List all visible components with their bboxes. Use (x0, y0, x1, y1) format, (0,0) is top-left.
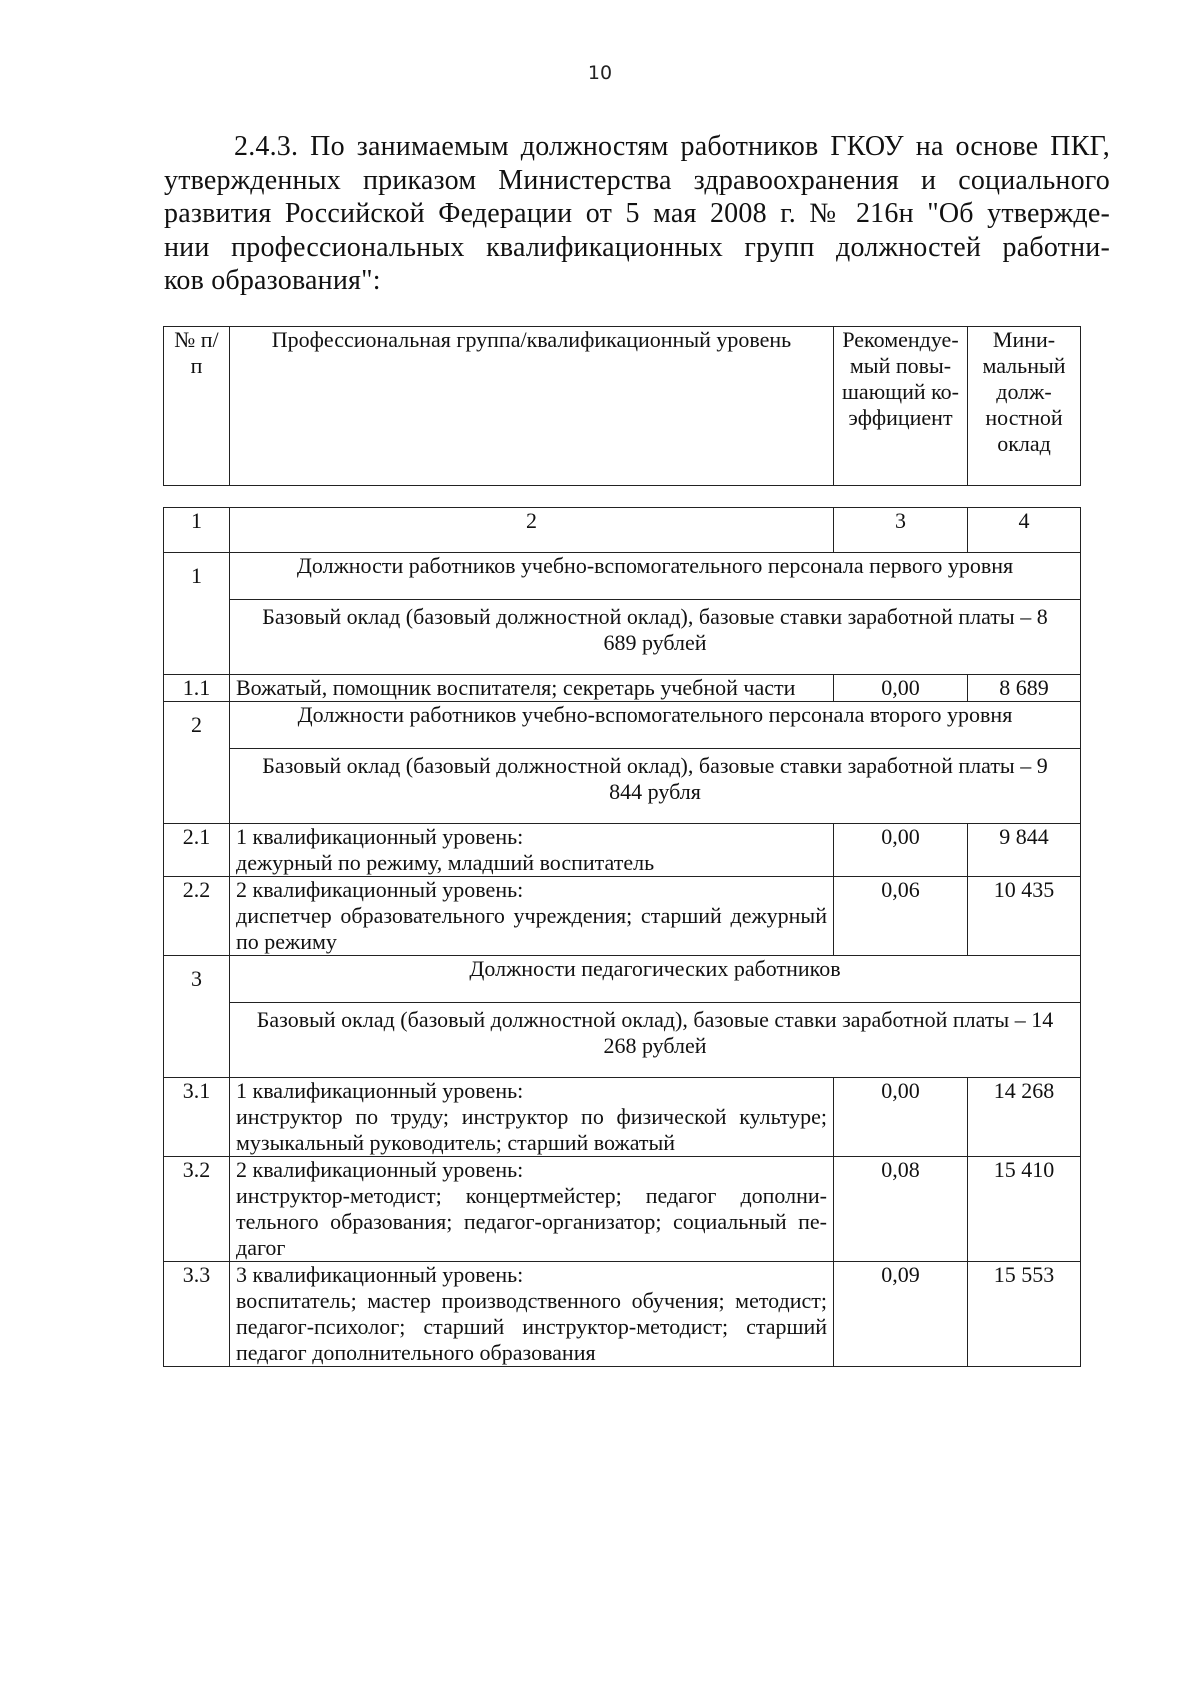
qualification-level: 3 квалификационный уровень: (236, 1262, 524, 1287)
intro-line: 2.4.3. По занимаемым должностям работников ГКОУ на основе ПКГ, (234, 131, 1110, 162)
item-number: 3.3 (164, 1262, 230, 1367)
item-coefficient: 0,00 (834, 1078, 968, 1157)
item-salary: 8 689 (968, 675, 1081, 702)
item-coefficient: 0,06 (834, 877, 968, 956)
page-number: 10 (587, 62, 613, 84)
group-title: Должности работников учебно-вспомогательного персонала первого уровня (230, 553, 1081, 600)
group-number: 1 (164, 553, 230, 675)
header-name: Профессиональная группа/квалификационный уровень (230, 327, 834, 486)
group-number: 2 (164, 702, 230, 824)
position-list: Вожатый, помощник воспитателя; секретарь учебной части (236, 675, 796, 700)
column-numbers-row (164, 508, 1081, 553)
item-description (230, 1262, 834, 1367)
position-list: инструктор по труду; инструктор по физической культуре; музыкальный руководитель; старший вожатый (236, 1104, 827, 1155)
item-salary: 10 435 (968, 877, 1081, 956)
item-description (230, 1078, 834, 1157)
item-description (230, 824, 834, 877)
group-title: Должности работников учебно-вспомогательного персонала второго уровня (230, 702, 1081, 749)
table-row (164, 877, 1081, 956)
position-list: диспетчер образовательного учреждения; старший дежурный по режиму (236, 903, 827, 954)
intro-line: ков образования": (164, 265, 381, 296)
item-number: 3.2 (164, 1157, 230, 1262)
item-number: 2.1 (164, 824, 230, 877)
item-description (230, 1157, 834, 1262)
header-num: № п/п (164, 327, 230, 486)
table-row (164, 1078, 1081, 1157)
position-list: дежурный по режиму, младший воспитатель (236, 850, 655, 875)
group-title-row (164, 956, 1081, 1003)
item-coefficient: 0,00 (834, 824, 968, 877)
item-salary: 14 268 (968, 1078, 1081, 1157)
group-base-row (164, 600, 1081, 675)
item-coefficient: 0,09 (834, 1262, 968, 1367)
item-number: 2.2 (164, 877, 230, 956)
qualification-level: 2 квалификационный уровень: (236, 1157, 524, 1182)
item-number: 1.1 (164, 675, 230, 702)
intro-line: развития Российской Федерации от 5 мая 2008 г. № 216н "Об утвержде- (164, 198, 1110, 229)
position-list: инструктор-методист; концертмейстер; педагог дополни-тельного образования; педагог-организатор; социальный пе-дагог (236, 1183, 827, 1260)
group-title-row (164, 553, 1081, 600)
header-salary: Мини-мальный долж-ностной оклад (968, 327, 1081, 486)
table-row (164, 824, 1081, 877)
header-coef: Рекомендуе-мый повы-шающий ко-эффициент (834, 327, 968, 486)
table-row (164, 675, 1081, 702)
column-number: 1 (164, 508, 230, 553)
table-header (163, 326, 1081, 486)
intro-line: нии профессиональных квалификационных групп должностей работни- (164, 231, 1110, 263)
position-list: воспитатель; мастер производственного обучения; методист; педагог-психолог; старший инструктор-методист; старший педагог дополнительного образования (236, 1288, 827, 1365)
group-base-salary: Базовый оклад (базовый должностной оклад), базовые ставки заработной платы – 14 268 рублей (230, 1003, 1081, 1078)
group-title-row (164, 702, 1081, 749)
column-number: 4 (968, 508, 1081, 553)
salary-table (163, 507, 1081, 1367)
qualification-level: 1 квалификационный уровень: (236, 1078, 524, 1103)
item-description (230, 877, 834, 956)
item-number: 3.1 (164, 1078, 230, 1157)
group-number: 3 (164, 956, 230, 1078)
group-base-row (164, 1003, 1081, 1078)
qualification-level: 2 квалификационный уровень: (236, 877, 524, 902)
column-number: 3 (834, 508, 968, 553)
item-salary: 15 553 (968, 1262, 1081, 1367)
item-salary: 15 410 (968, 1157, 1081, 1262)
item-description (230, 675, 834, 702)
table-row (164, 1157, 1081, 1262)
group-base-salary: Базовый оклад (базовый должностной оклад), базовые ставки заработной платы – 9 844 рубля (230, 749, 1081, 824)
intro-paragraph (164, 130, 1110, 298)
group-title: Должности педагогических работников (230, 956, 1081, 1003)
salary-table-body (164, 508, 1081, 1367)
item-coefficient: 0,08 (834, 1157, 968, 1262)
group-base-salary: Базовый оклад (базовый должностной оклад), базовые ставки заработной платы – 8 689 рублей (230, 600, 1081, 675)
column-number: 2 (230, 508, 834, 553)
intro-line: утвержденных приказом Министерства здравоохранения и социального (164, 164, 1110, 196)
group-base-row (164, 749, 1081, 824)
qualification-level: 1 квалификационный уровень: (236, 824, 524, 849)
item-coefficient: 0,00 (834, 675, 968, 702)
item-salary: 9 844 (968, 824, 1081, 877)
table-row (164, 1262, 1081, 1367)
